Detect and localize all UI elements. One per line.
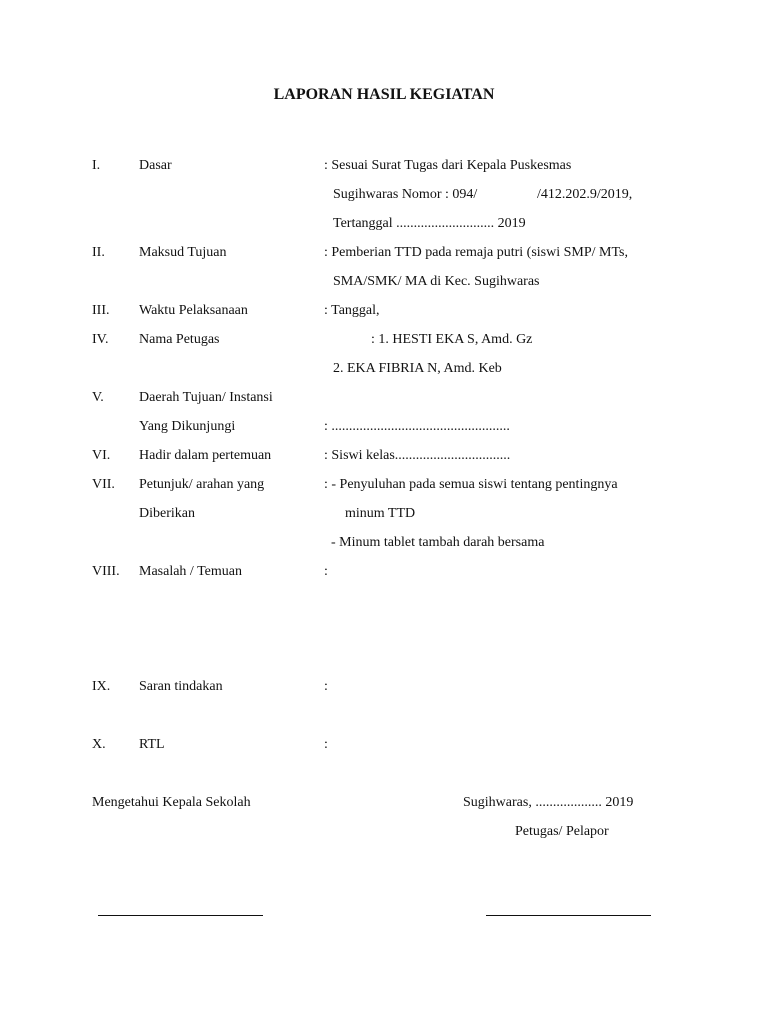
section-value: : Sesuai Surat Tugas dari Kepala Puskesmas	[324, 158, 572, 173]
section-value: SMA/SMK/ MA di Kec. Sugihwaras	[333, 274, 540, 289]
section-label-rtl: RTL	[139, 737, 165, 752]
signature-label-right: Petugas/ Pelapor	[515, 824, 609, 839]
section-value: : ...................................................	[324, 419, 510, 434]
signature-place-date: Sugihwaras, ................... 2019	[463, 795, 634, 810]
section-value: : Tanggal,	[324, 303, 380, 318]
section-number: V.	[92, 390, 104, 405]
section-value: Tertanggal ............................ 2019	[333, 216, 526, 231]
section-value: minum TTD	[345, 506, 416, 521]
section-label-daerah-tujuan-cont: Yang Dikunjungi	[139, 419, 236, 434]
section-label-saran: Saran tindakan	[139, 679, 223, 694]
section-value: Sugihwaras Nomor : 094/	[333, 187, 478, 202]
section-label-masalah: Masalah / Temuan	[139, 564, 242, 579]
section-label-waktu-pelaksanaan: Waktu Pelaksanaan	[139, 303, 248, 318]
signature-label-left: Mengetahui Kepala Sekolah	[92, 795, 251, 810]
section-value: :	[324, 564, 328, 579]
section-label-petunjuk: Petunjuk/ arahan yang	[139, 477, 265, 492]
section-value: - Minum tablet tambah darah bersama	[331, 535, 545, 550]
section-number: IX.	[92, 679, 111, 694]
section-value: : - Penyuluhan pada semua siswi tentang pentingnya	[324, 477, 618, 492]
signature-line-left	[98, 915, 263, 916]
section-value: :	[324, 737, 328, 752]
section-number: I.	[92, 158, 101, 173]
document-title: LAPORAN HASIL KEGIATAN	[273, 86, 495, 103]
section-value: : Pemberian TTD pada remaja putri (siswi SMP/ MTs,	[324, 245, 629, 260]
section-number: II.	[92, 245, 105, 260]
section-value: : Siswi kelas.................................	[324, 448, 511, 463]
section-label-maksud-tujuan: Maksud Tujuan	[139, 245, 227, 260]
section-number: VIII.	[92, 564, 120, 579]
section-value: /412.202.9/2019,	[537, 187, 633, 202]
section-label-dasar: Dasar	[139, 158, 172, 173]
section-label-hadir: Hadir dalam pertemuan	[139, 448, 272, 463]
section-value: :	[324, 679, 328, 694]
section-value: : 1. HESTI EKA S, Amd. Gz	[371, 332, 533, 347]
section-value: 2. EKA FIBRIA N, Amd. Keb	[333, 361, 502, 376]
section-number: IV.	[92, 332, 109, 347]
section-number: X.	[92, 737, 106, 752]
section-number: III.	[92, 303, 110, 318]
section-number: VII.	[92, 477, 115, 492]
section-number: VI.	[92, 448, 111, 463]
section-label-petunjuk-cont: Diberikan	[139, 506, 195, 521]
signature-line-right	[486, 915, 651, 916]
section-label-daerah-tujuan: Daerah Tujuan/ Instansi	[139, 390, 273, 405]
section-label-nama-petugas: Nama Petugas	[139, 332, 220, 347]
